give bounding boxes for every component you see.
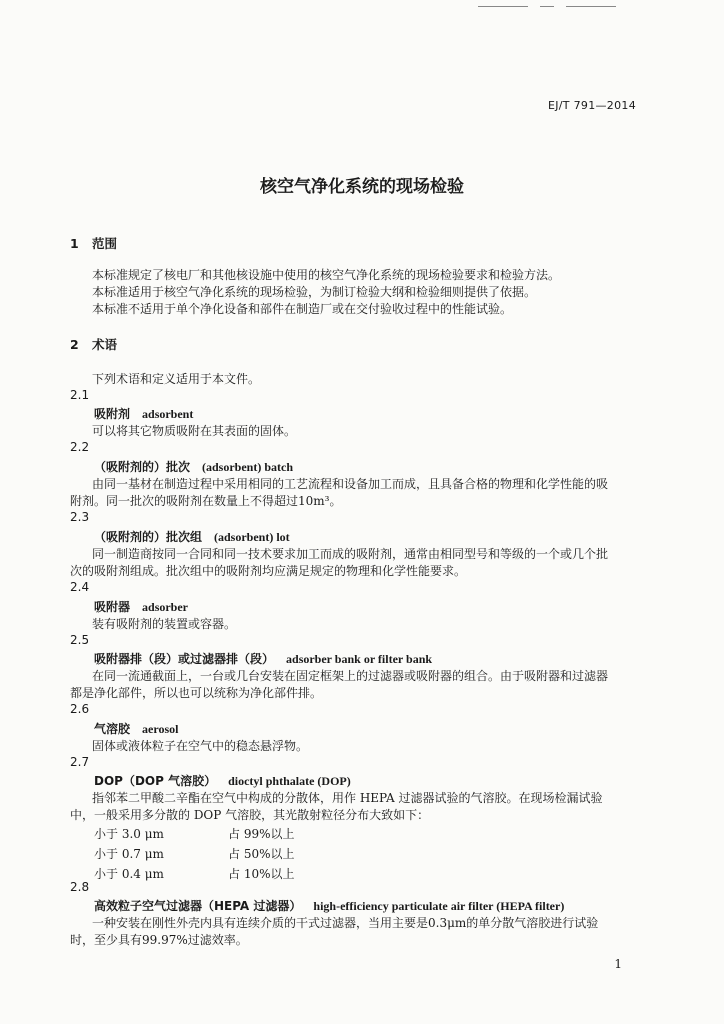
section-number: 2	[70, 337, 79, 352]
dop-size: 小于 0.4 μm	[94, 867, 164, 881]
section-2-heading	[70, 335, 117, 353]
dop-size: 小于 3.0 μm	[94, 827, 164, 841]
term-heading	[94, 897, 564, 914]
terms-intro: 下列术语和定义适用于本文件。	[92, 372, 261, 386]
term-number: 2.6	[70, 702, 90, 716]
term-number: 2.3	[70, 510, 90, 524]
term-number: 2.1	[70, 388, 90, 402]
term-cn: 高效粒子空气过滤器（HEPA 过滤器）	[94, 899, 302, 913]
term-heading	[94, 458, 293, 475]
term-cn: 气溶胶	[94, 722, 131, 736]
term-en: (adsorbent) batch	[202, 460, 294, 474]
term-definition: 次的吸附剂组成。批次组中的吸附剂均应满足规定的物理和化学性能要求。	[70, 564, 467, 578]
term-definition: 由同一基材在制造过程中采用相同的工艺流程和设备加工而成，且具备合格的物理和化学性能的吸	[92, 477, 609, 491]
term-definition: 在同一流通截面上，一台或几台安装在固定框架上的过滤器或吸附器的组合。由于吸附器和过滤器	[92, 669, 609, 683]
header-rule	[566, 6, 616, 7]
term-definition: 同一制造商按同一合同和同一技术要求加工而成的吸附剂，通常由相同型号和等级的一个或几个批	[92, 547, 609, 561]
scope-line: 本标准规定了核电厂和其他核设施中使用的核空气净化系统的现场检验要求和检验方法。	[92, 268, 561, 282]
term-en: adsorber bank or filter bank	[286, 652, 433, 666]
term-heading	[94, 528, 290, 545]
term-definition: 可以将其它物质吸附在其表面的固体。	[92, 424, 297, 438]
term-definition: 时，至少具有99.97%过滤效率。	[70, 933, 248, 947]
scope-line: 本标准不适用于单个净化设备和部件在制造厂或在交付验收过程中的性能试验。	[92, 302, 513, 316]
term-definition: 中，一般采用多分散的 DOP 气溶胶，其光散射粒径分布大致如下：	[70, 808, 430, 822]
term-en: high-efficiency particulate air filter (HEPA filter)	[313, 899, 565, 913]
term-en: adsorbent	[142, 407, 194, 421]
term-number: 2.7	[70, 755, 90, 769]
term-en: (adsorbent) lot	[214, 530, 290, 544]
dop-share: 占 50%以上	[228, 847, 295, 861]
term-en: aerosol	[142, 722, 179, 736]
page-number: 1	[614, 957, 622, 971]
header-rule	[540, 6, 554, 7]
dop-share: 占 10%以上	[228, 867, 295, 881]
term-heading	[94, 405, 193, 422]
section-title: 范围	[92, 236, 118, 251]
term-definition: 一种安装在刚性外壳内具有连续介质的干式过滤器，当用主要是0.3μm的单分散气溶胶进行试验	[92, 916, 599, 930]
term-en: adsorber	[142, 600, 189, 614]
term-cn: 吸附器	[94, 600, 131, 614]
dop-size: 小于 0.7 μm	[94, 847, 164, 861]
header-rule	[478, 6, 528, 7]
section-number: 1	[70, 236, 79, 251]
dop-share: 占 99%以上	[228, 827, 295, 841]
term-heading	[94, 720, 178, 737]
term-heading	[94, 598, 188, 615]
term-number: 2.5	[70, 633, 90, 647]
term-definition: 附剂。同一批次的吸附剂在数量上不得超过10m³。	[70, 494, 342, 508]
term-cn: 吸附器排（段）或过滤器排（段）	[94, 652, 275, 666]
term-en: dioctyl phthalate (DOP)	[228, 774, 351, 788]
term-cn: DOP（DOP 气溶胶）	[94, 774, 217, 788]
term-cn: 吸附剂	[94, 407, 131, 421]
term-heading	[94, 772, 351, 789]
section-1-heading	[70, 234, 117, 252]
term-number: 2.8	[70, 880, 90, 894]
section-title: 术语	[92, 337, 118, 352]
scope-line: 本标准适用于核空气净化系统的现场检验，为制订检验大纲和检验细则提供了依据。	[92, 285, 537, 299]
term-definition: 装有吸附剂的装置或容器。	[92, 617, 237, 631]
term-cn: （吸附剂的）批次	[94, 460, 191, 474]
document-title: 核空气净化系统的现场检验	[260, 177, 464, 197]
term-definition: 指邻苯二甲酸二辛酯在空气中构成的分散体，用作 HEPA 过滤器试验的气溶胶。在现场检漏试验	[92, 791, 603, 805]
term-number: 2.2	[70, 440, 90, 454]
standard-code: EJ/T 791—2014	[547, 99, 636, 112]
term-definition: 都是净化部件，所以也可以统称为净化部件排。	[70, 686, 323, 700]
term-definition: 固体或液体粒子在空气中的稳态悬浮物。	[92, 739, 309, 753]
term-cn: （吸附剂的）批次组	[94, 530, 203, 544]
term-heading	[94, 650, 432, 667]
term-number: 2.4	[70, 580, 90, 594]
